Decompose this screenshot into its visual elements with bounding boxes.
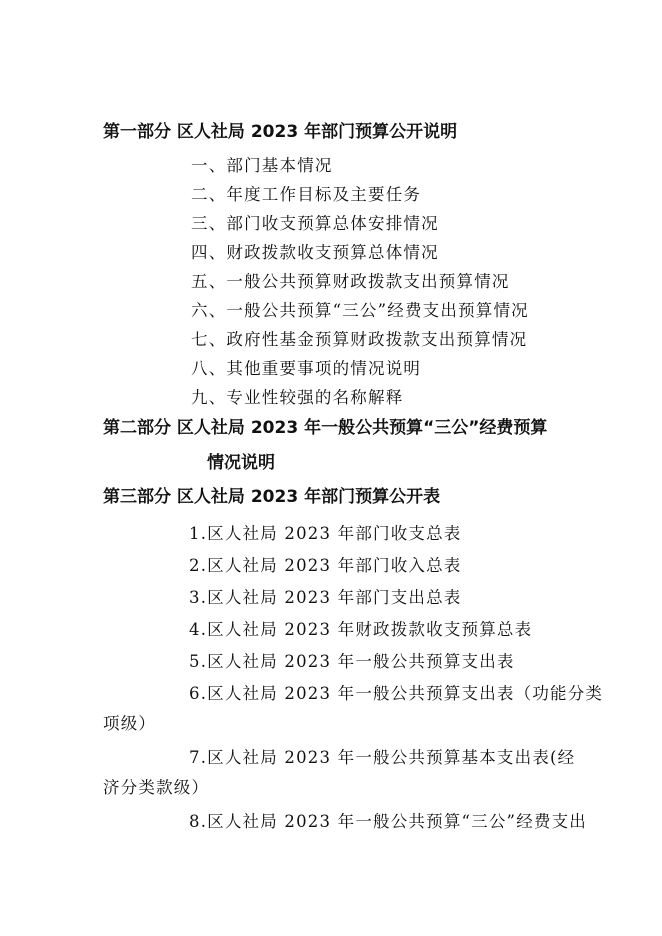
toc-item: 四、财政拨款收支预算总体情况 (191, 243, 439, 262)
toc-item: 三、部门收支预算总体安排情况 (191, 214, 439, 233)
part2-heading-continued: 情况说明 (207, 453, 275, 473)
table-item: 4.区人社局 2023 年财政拨款收支预算总表 (189, 620, 533, 639)
table-item: 5.区人社局 2023 年一般公共预算支出表 (189, 652, 515, 671)
part3-heading: 第三部分 区人社局 2023 年部门预算公开表 (103, 487, 441, 507)
toc-item: 七、政府性基金预算财政拨款支出预算情况 (191, 330, 528, 349)
table-item: 6.区人社局 2023 年一般公共预算支出表（功能分类 (189, 684, 604, 703)
table-item-continued: 济分类款级） (103, 778, 210, 797)
toc-item: 二、年度工作目标及主要任务 (191, 185, 422, 204)
table-item: 1.区人社局 2023 年部门收支总表 (189, 524, 462, 543)
toc-item: 八、其他重要事项的情况说明 (191, 359, 422, 378)
table-item: 2.区人社局 2023 年部门收入总表 (189, 556, 462, 575)
toc-item: 五、一般公共预算财政拨款支出预算情况 (191, 272, 510, 291)
table-item-continued: 项级） (103, 714, 157, 733)
table-item: 7.区人社局 2023 年一般公共预算基本支出表(经 (189, 748, 576, 767)
table-item: 3.区人社局 2023 年部门支出总表 (189, 588, 462, 607)
part1-heading: 第一部分 区人社局 2023 年部门预算公开说明 (103, 122, 458, 142)
toc-item: 六、一般公共预算“三公”经费支出预算情况 (191, 301, 529, 320)
table-item: 8.区人社局 2023 年一般公共预算“三公”经费支出 (189, 812, 587, 831)
toc-item: 一、部门基本情况 (191, 156, 333, 175)
toc-item: 九、专业性较强的名称解释 (191, 388, 404, 407)
part2-heading: 第二部分 区人社局 2023 年一般公共预算“三公”经费预算 (103, 418, 548, 438)
